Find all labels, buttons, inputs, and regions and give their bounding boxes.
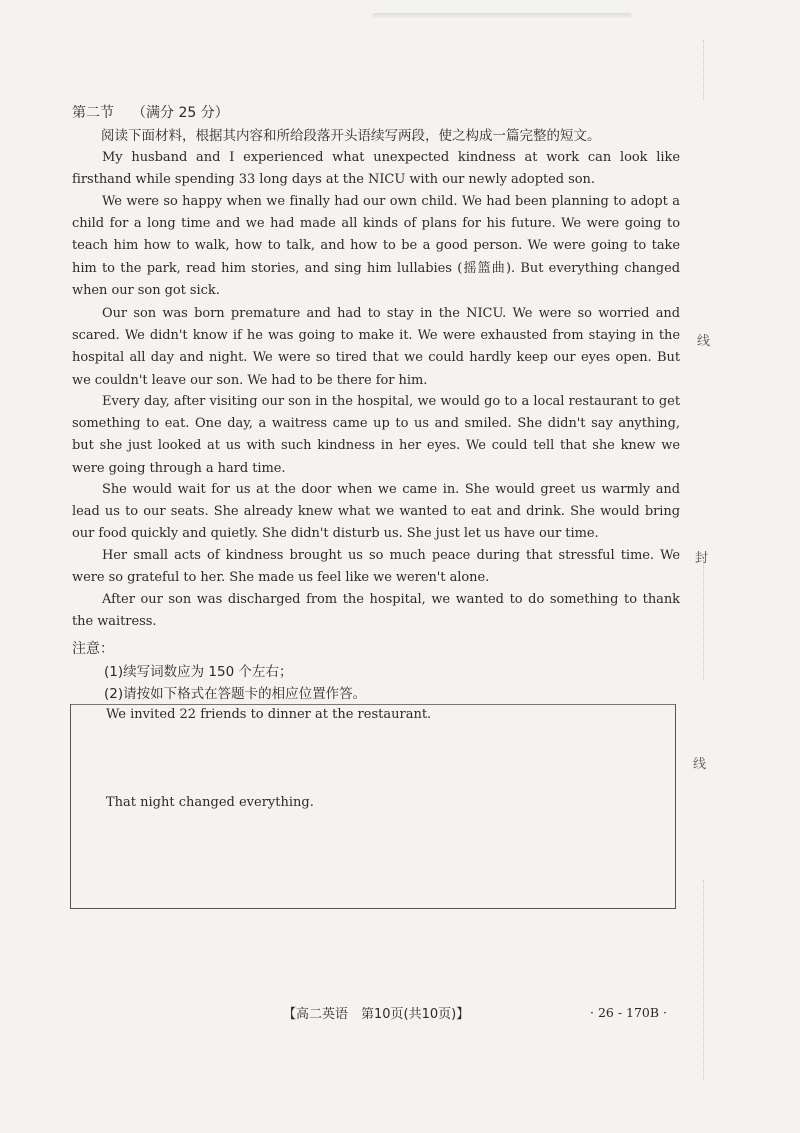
passage-paragraph-6: Her small acts of kindness brought us so much peace during that stressful time. We were so grateful to her. She made us feel like we weren't alone. <box>72 548 680 586</box>
binding-mark-1: 线 <box>697 334 711 349</box>
passage-paragraph-4: Every day, after visiting our son in the hospital, we would go to a local restaurant to get something to eat. One day, a waitress came up to us and smiled. She didn't say anything, but she just looked at us with such kindness in her eyes. We could tell that she knew we were going through a hard time. <box>72 394 680 476</box>
passage-paragraph-5: She would wait for us at the door when we came in. She would greet us warmly and lead us to our seats. She already knew what we wanted to eat and drink. She would bring our food quickly and quietly. She didn't disturb us. She just let us have our time. <box>72 482 680 542</box>
answer-box-top-border <box>71 704 675 705</box>
passage-paragraph-7: After our son was discharged from the hospital, we wanted to do something to thank the waitress. <box>72 592 680 630</box>
binding-dotline <box>703 40 705 100</box>
continuation-opening-2: That night changed everything. <box>106 795 314 810</box>
section-instruction: 阅读下面材料，根据其内容和所给段落开头语续写两段，使之构成一篇完整的短文。 <box>101 128 601 144</box>
binding-mark-2: 封 <box>695 551 709 566</box>
binding-dotline <box>703 880 705 1080</box>
passage-paragraph-2: We were so happy when we finally had our own child. We had been planning to adopt a child for a long time and we had made all kinds of plans for his future. We were going to teach him how to walk, how to talk, and how to be a good person. We were going to take him to the park, read him stories, and sing him lullabies (摇篮曲). But everything changed when our son got sick. <box>72 194 680 298</box>
passage-paragraph-3: Our son was born premature and had to stay in the NICU. We were so worried and scared. We didn't know if he was going to make it. We were exhausted from staying in the hospital all day and night. We were so tired that we could hardly keep our eyes open. But we couldn't leave our son. We had to be there for him. <box>72 306 680 388</box>
note-item-1: (1)续写词数应为 150 个左右； <box>104 664 293 680</box>
continuation-opening-1: We invited 22 friends to dinner at the restaurant. <box>106 707 432 722</box>
binding-mark-3: 线 <box>693 757 707 772</box>
section-heading <box>72 104 229 122</box>
passage-paragraph-1: My husband and I experienced what unexpected kindness at work can look like firsthand while spending 33 long days at the NICU with our newly adopted son. <box>72 150 680 188</box>
section-score: （满分 25 分） <box>132 105 229 121</box>
note-item-2: (2)请按如下格式在答题卡的相应位置作答。 <box>104 686 367 702</box>
notes-heading: 注意： <box>72 641 114 657</box>
scan-artifact <box>372 13 632 19</box>
page-footer-code: · 26 - 170B · <box>590 1005 668 1020</box>
page-footer-label: 【高二英语 第10页(共10页)】 <box>283 1007 470 1022</box>
binding-dotline <box>703 560 705 680</box>
section-title: 第二节 <box>72 105 114 121</box>
answer-box <box>70 704 676 909</box>
